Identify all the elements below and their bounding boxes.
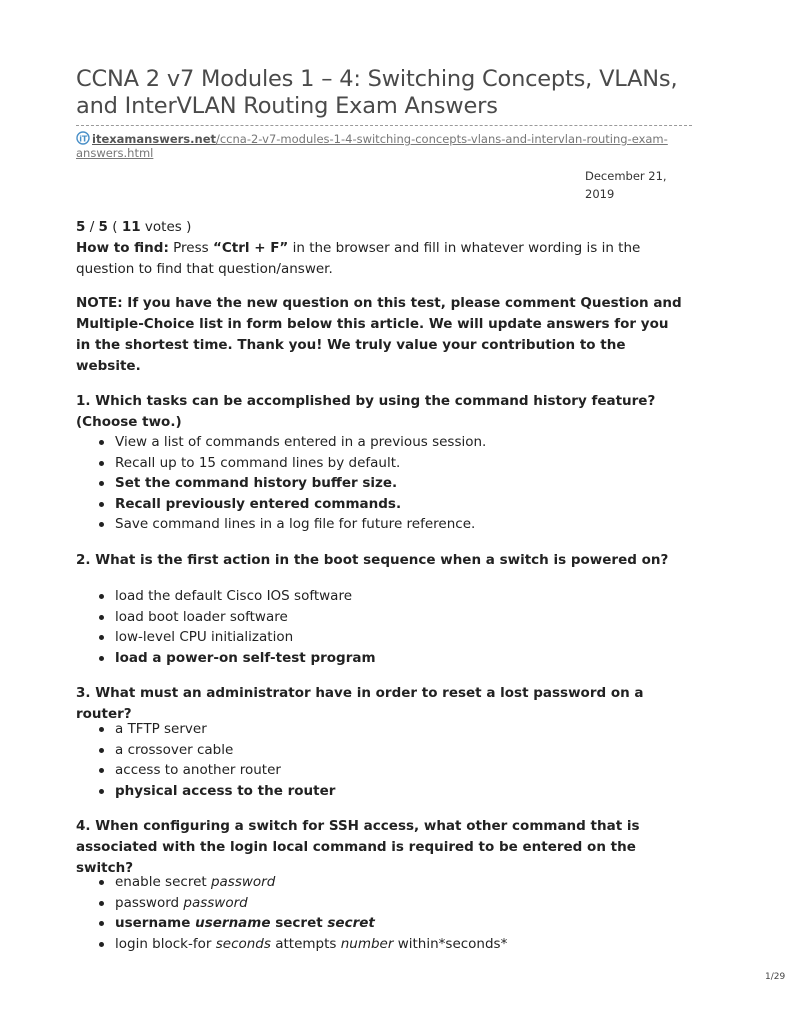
source-path[interactable]: /ccna-2-v7-modules-1-4-switching-concepts-vlans-and-intervlan-routing-exam- <box>215 132 668 146</box>
question-4-options <box>76 872 676 954</box>
question-2: 2. What is the first action in the boot sequence when a switch is powered on? <box>76 552 669 568</box>
option-text: password <box>115 894 184 911</box>
rating-open: ( <box>107 219 122 235</box>
publish-date-line2: 2019 <box>585 187 615 201</box>
howto-post: in the browser and fill in whatever wording is in the question to find that question/answer. <box>76 240 641 277</box>
rating-separator: / <box>85 219 99 235</box>
question-3-options <box>76 719 676 801</box>
question-1-options <box>76 432 676 535</box>
page-title: CCNA 2 v7 Modules 1 – 4: Switching Concepts, VLANs, and InterVLAN Routing Exam Answers <box>76 66 678 119</box>
option: a TFTP server <box>76 719 676 740</box>
option <box>76 893 676 914</box>
option <box>76 934 676 955</box>
source-domain[interactable]: itexamanswers.net <box>92 132 216 146</box>
option: access to another router <box>76 760 676 781</box>
option-correct: physical access to the router <box>76 781 676 802</box>
option: low-level CPU initialization <box>76 627 676 648</box>
question-1: 1. Which tasks can be accomplished by using the command history feature? (Choose two.) <box>76 393 656 430</box>
option-placeholder: number <box>340 935 394 952</box>
option: Recall up to 15 command lines by default. <box>76 453 676 474</box>
rating-max: 5 <box>98 219 108 235</box>
option-placeholder: username <box>195 915 271 931</box>
option-correct: Recall previously entered commands. <box>76 494 676 515</box>
rating-votes: 11 <box>121 219 141 235</box>
option-text: enable secret <box>115 874 211 890</box>
svg-text:iT: iT <box>79 134 88 144</box>
howto-keys: “Ctrl + F” <box>212 240 289 256</box>
note-paragraph: NOTE: If you have the new question on this test, please comment Question and Multiple-Choice list in form below this article. We will update answers for you in the shortest time. Thank you! We truly value your contribution to the website. <box>76 295 682 374</box>
option-text: attempts <box>270 935 341 952</box>
option-correct: load a power-on self-test program <box>76 648 676 669</box>
question-4: 4. When configuring a switch for SSH access, what other command that is associated with the login local command is required to be entered on the switch? <box>76 818 640 876</box>
rating-votes-label: votes ) <box>140 219 192 235</box>
option: a crossover cable <box>76 740 676 761</box>
option-text: within*seconds* <box>393 935 508 952</box>
rating <box>76 217 191 238</box>
how-to-find <box>76 238 676 280</box>
source-link[interactable] <box>76 131 676 147</box>
option: Save command lines in a log file for future reference. <box>76 514 676 535</box>
site-logo-icon <box>76 131 90 145</box>
option <box>76 872 676 893</box>
option-text: username <box>115 915 196 931</box>
option-text: secret <box>270 915 328 931</box>
howto-label: How to find: <box>76 240 169 256</box>
option-placeholder: password <box>210 874 276 890</box>
source-path-continued[interactable]: answers.html <box>76 146 154 160</box>
option-text: login block-for <box>115 935 216 952</box>
option: load boot loader software <box>76 607 676 628</box>
publish-date-line1: December 21, <box>585 169 667 183</box>
rating-score: 5 <box>76 219 86 235</box>
option-correct: Set the command history buffer size. <box>76 473 676 494</box>
howto-pre: Press <box>168 240 213 256</box>
title-divider <box>76 125 692 126</box>
option-placeholder: seconds <box>215 935 271 952</box>
question-2-options <box>76 586 676 668</box>
option-placeholder: password <box>183 894 248 911</box>
option-correct <box>76 913 676 934</box>
option: load the default Cisco IOS software <box>76 586 676 607</box>
publish-date <box>585 167 685 203</box>
question-3: 3. What must an administrator have in order to reset a lost password on a router? <box>76 685 644 722</box>
page-number: 1/29 <box>765 972 785 982</box>
option-placeholder: secret <box>327 915 375 931</box>
option: View a list of commands entered in a previous session. <box>76 432 676 453</box>
